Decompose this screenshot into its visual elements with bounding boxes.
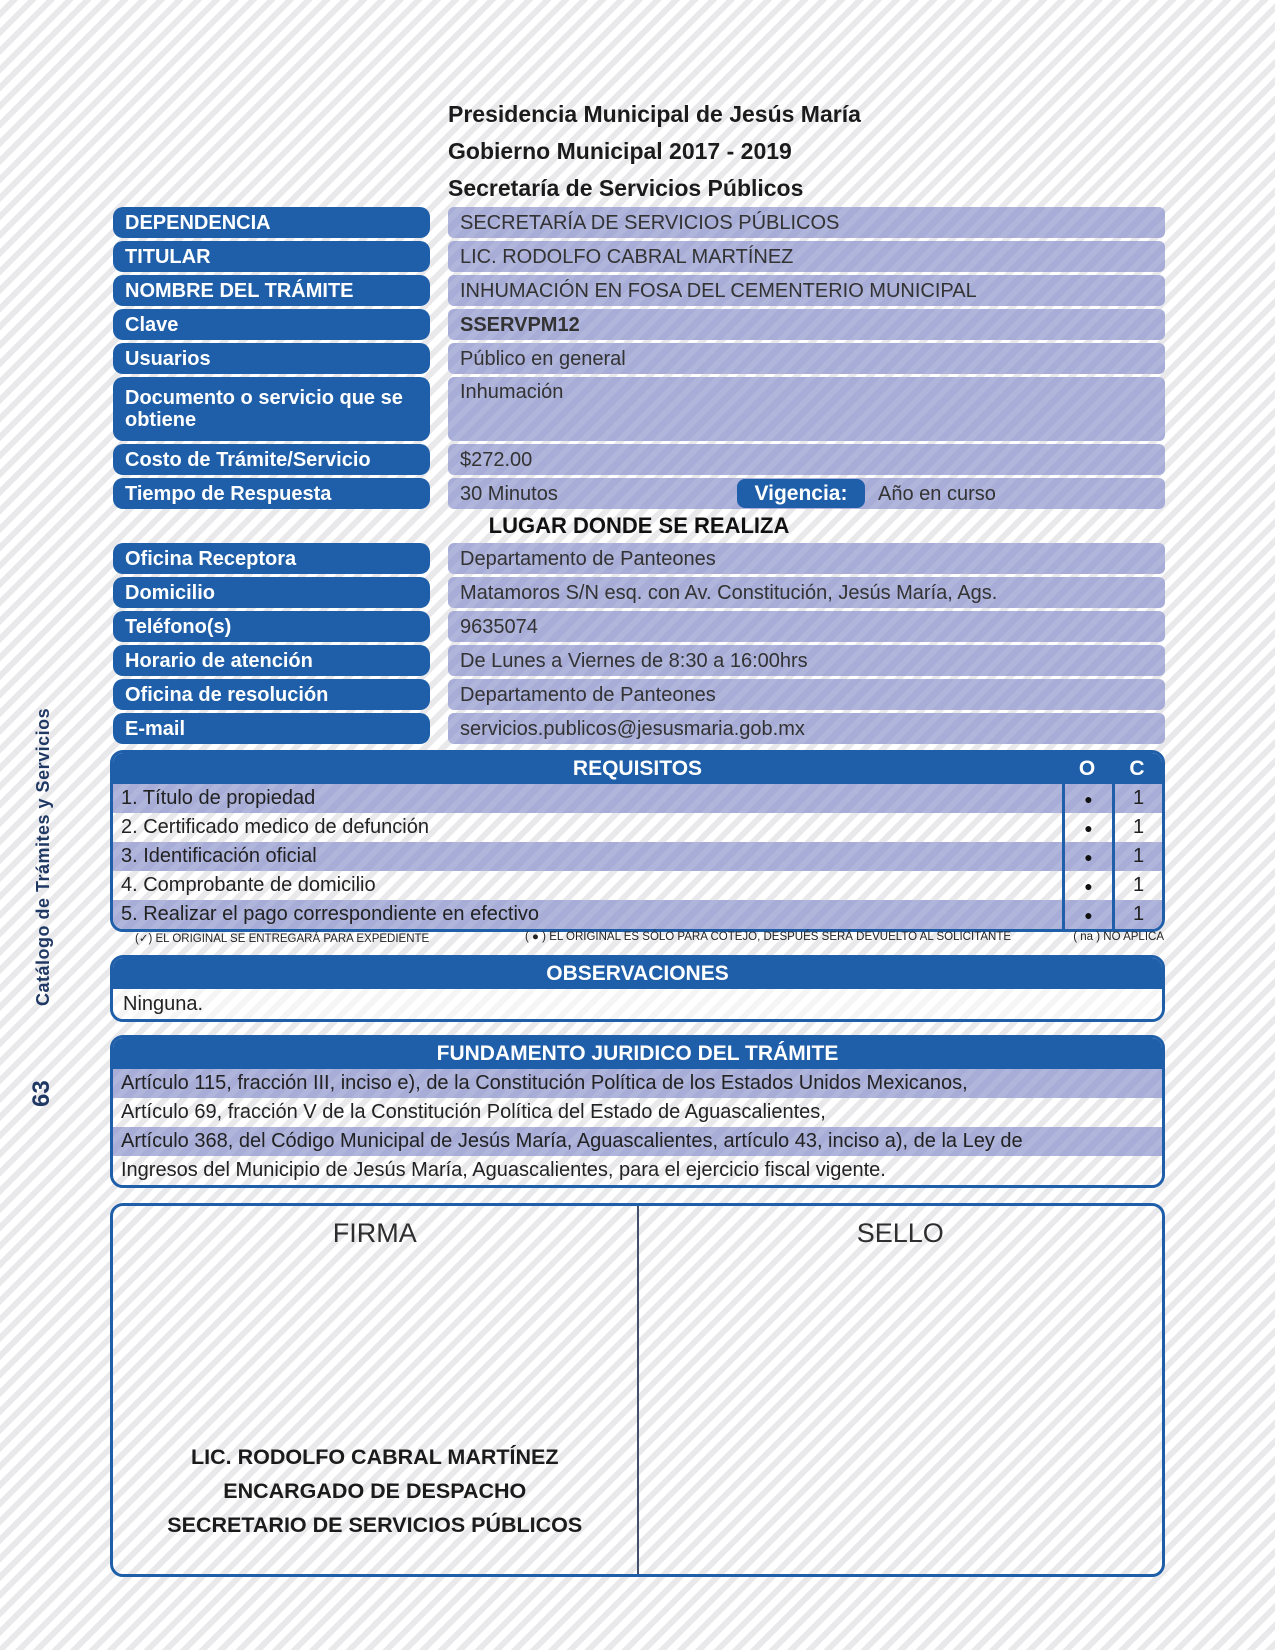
- row-horario: [113, 645, 1165, 676]
- row-documento-servicio: [113, 377, 1165, 441]
- row-value: Público en general: [448, 343, 1165, 374]
- sello-title: SELLO: [856, 1218, 944, 1248]
- row-label: Oficina Receptora: [113, 543, 430, 574]
- row-value: Matamoros S/N esq. con Av. Constitución, Jesús María, Ags.: [448, 577, 1165, 608]
- row-value: $272.00: [448, 444, 1165, 475]
- vigencia-value: Año en curso: [878, 482, 996, 505]
- vigencia-badge: Vigencia:: [737, 479, 865, 508]
- requisitos-table: [110, 750, 1165, 932]
- tiempo-value: 30 Minutos: [460, 482, 558, 505]
- requisitos-title: REQUISITOS: [572, 756, 703, 780]
- fundamento-header: [113, 1038, 1162, 1069]
- row-label: NOMBRE DEL TRÁMITE: [113, 275, 430, 306]
- requisito-row: 5. Realizar el pago correspondiente en efectivo ● 1: [113, 900, 1162, 929]
- row-dependencia: [113, 207, 1165, 238]
- header-line-1: Presidencia Municipal de Jesús María: [448, 101, 861, 127]
- signatory-name: LIC. RODOLFO CABRAL MARTÍNEZ: [191, 1445, 559, 1469]
- row-value: LIC. RODOLFO CABRAL MARTÍNEZ: [448, 241, 1165, 272]
- row-nombre-tramite: [113, 275, 1165, 306]
- row-value: SECRETARÍA DE SERVICIOS PÚBLICOS: [448, 207, 1165, 238]
- row-value: 9635074: [448, 611, 1165, 642]
- row-costo: [113, 444, 1165, 475]
- fundamento-line: Ingresos del Municipio de Jesús María, Aguascalientes, para el ejercicio fiscal vigente.: [121, 1159, 886, 1181]
- row-oficina-receptora: [113, 543, 1165, 574]
- observaciones-section: [110, 955, 1165, 1022]
- row-label: Horario de atención: [113, 645, 430, 676]
- legend-dot: ( ● ) EL ORIGINAL ES SÓLO PARA COTEJO, DESPUÉS SERÁ DEVUELTO AL SOLICITANTE: [525, 931, 1012, 943]
- row-label: Clave: [113, 309, 430, 340]
- document-header: [448, 96, 861, 207]
- row-domicilio: [113, 577, 1165, 608]
- bullet-dot-icon: ●: [1062, 784, 1112, 813]
- row-value: SSERVPM12: [448, 309, 1165, 340]
- firma-sello-box: [110, 1203, 1165, 1577]
- row-value: Departamento de Panteones: [448, 543, 1165, 574]
- bullet-dot-icon: ●: [1062, 813, 1112, 842]
- signatory-role-2: SECRETARIO DE SERVICIOS PÚBLICOS: [167, 1513, 583, 1537]
- requisito-row: 4. Comprobante de domicilio ● 1: [113, 871, 1162, 900]
- row-usuarios: [113, 343, 1165, 374]
- requisitos-header: [113, 753, 1162, 784]
- row-label: Tiempo de Respuesta: [113, 478, 430, 509]
- fundamento-title: FUNDAMENTO JURIDICO DEL TRÁMITE: [436, 1041, 839, 1065]
- requisito-row: 1. Título de propiedad ● 1: [113, 784, 1162, 813]
- signatory-block: [113, 1440, 637, 1542]
- sidebar-catalog-title: Catálogo de Trámites y Servicios: [33, 707, 53, 1007]
- column-header-o: O: [1078, 756, 1096, 780]
- requisitos-legend: [110, 931, 1170, 947]
- sello-cell: [639, 1206, 1163, 1574]
- row-titular: [113, 241, 1165, 272]
- requisito-row: 2. Certificado medico de defunción ● 1: [113, 813, 1162, 842]
- row-label: Teléfono(s): [113, 611, 430, 642]
- row-telefono: [113, 611, 1165, 642]
- legend-na: ( na ) NO APLICA: [1073, 931, 1164, 943]
- row-clave: [113, 309, 1165, 340]
- requisito-row: 3. Identificación oficial ● 1: [113, 842, 1162, 871]
- row-tiempo-respuesta: [113, 478, 1165, 509]
- observaciones-header: [113, 958, 1162, 989]
- firma-cell: [113, 1206, 639, 1574]
- fundamento-section: [110, 1035, 1165, 1188]
- row-value: Inhumación: [448, 377, 1165, 441]
- row-label: Documento o servicio que se obtiene: [113, 377, 430, 441]
- row-label: DEPENDENCIA: [113, 207, 430, 238]
- header-line-2: Gobierno Municipal 2017 - 2019: [448, 138, 792, 164]
- row-label: Usuarios: [113, 343, 430, 374]
- row-value: Departamento de Panteones: [448, 679, 1165, 710]
- legend-check: (✓) EL ORIGINAL SE ENTREGARÁ PARA EXPEDIENTE: [135, 933, 430, 945]
- bullet-dot-icon: ●: [1062, 871, 1112, 900]
- row-label: TITULAR: [113, 241, 430, 272]
- page-number: 63: [28, 1080, 55, 1108]
- row-value: servicios.publicos@jesusmaria.gob.mx: [448, 713, 1165, 744]
- row-label: Domicilio: [113, 577, 430, 608]
- row-oficina-resolucion: [113, 679, 1165, 710]
- fundamento-line: Artículo 115, fracción III, inciso e), de la Constitución Política de los Estados Unidos Mexicanos,: [113, 1069, 1162, 1098]
- bullet-dot-icon: ●: [1062, 900, 1112, 929]
- row-email: [113, 713, 1165, 744]
- observaciones-title: OBSERVACIONES: [546, 961, 729, 985]
- row-value: [448, 478, 1165, 509]
- firma-title: FIRMA: [332, 1218, 417, 1248]
- row-value: De Lunes a Viernes de 8:30 a 16:00hrs: [448, 645, 1165, 676]
- column-header-c: C: [1129, 756, 1145, 780]
- fundamento-line: Artículo 368, del Código Municipal de Jesús María, Aguascalientes, artículo 43, inciso a), de la Ley de: [113, 1127, 1162, 1156]
- bullet-dot-icon: ●: [1062, 842, 1112, 871]
- row-label: Costo de Trámite/Servicio: [113, 444, 430, 475]
- signatory-role-1: ENCARGADO DE DESPACHO: [223, 1479, 527, 1503]
- info-table: [113, 207, 1165, 747]
- header-line-3: Secretaría de Servicios Públicos: [448, 175, 804, 201]
- row-label: Oficina de resolución: [113, 679, 430, 710]
- row-value: INHUMACIÓN EN FOSA DEL CEMENTERIO MUNICIPAL: [448, 275, 1165, 306]
- observaciones-text: Ninguna.: [113, 989, 1162, 1019]
- lugar-section-title: LUGAR DONDE SE REALIZA: [488, 513, 790, 538]
- fundamento-line: Artículo 69, fracción V de la Constitución Política del Estado de Aguascalientes,: [121, 1101, 826, 1123]
- row-label: E-mail: [113, 713, 430, 744]
